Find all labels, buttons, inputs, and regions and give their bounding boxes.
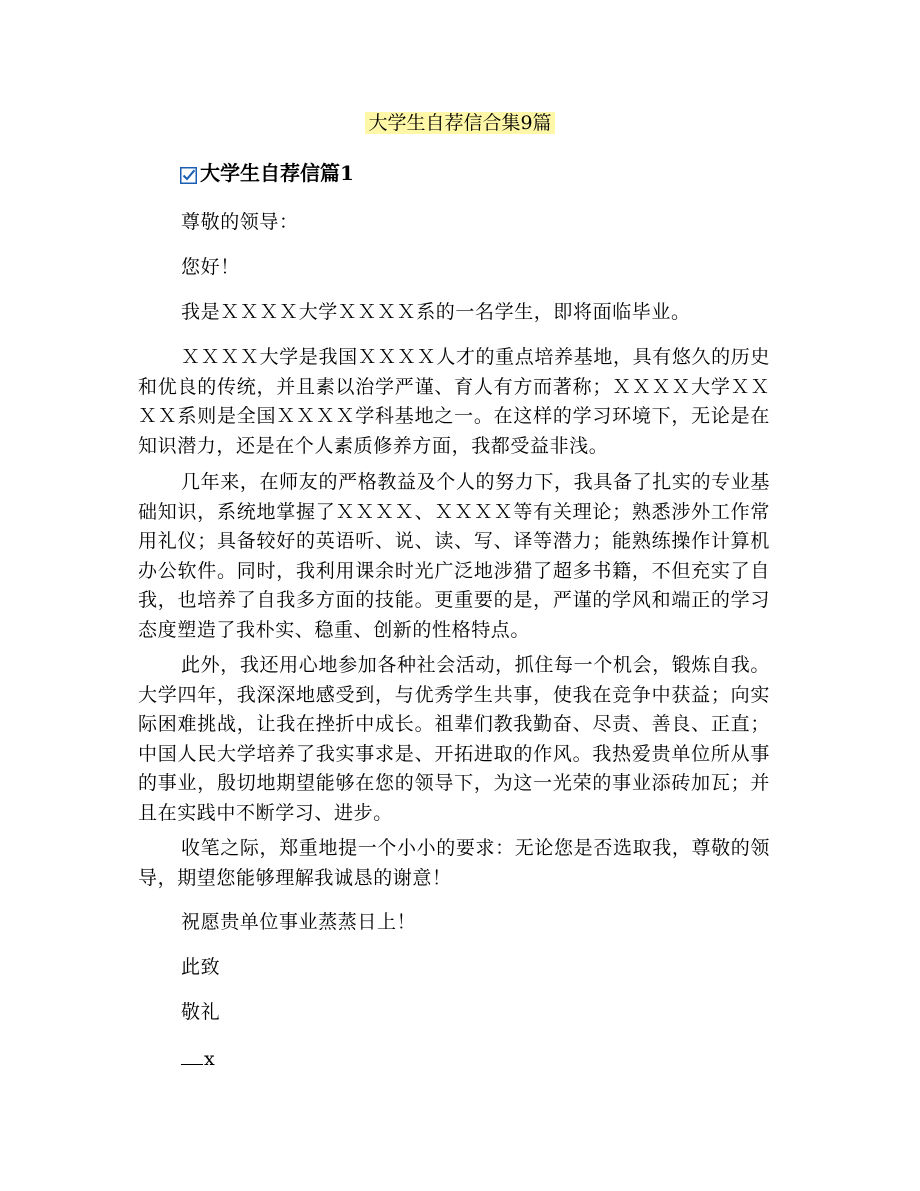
paragraph-2-text: 几年来，在师友的严格教益及个人的努力下，我具备了扎实的专业基础知识，系统地掌握了ＸＸＸＸ、ＸＸＸＸ等有关理论；熟悉涉外工作常用礼仪；具备较好的英语听、说、读、写、译等潜力；能熟练操作计算机办公软件。同时，我利用课余时光广泛地涉猎了超多书籍，不但充实了自我，也培养了自我多方面的技能。更重要的是，严谨的学风和端正的学习态度塑造了我朴实、稳重、创新的性格特点。 [138, 471, 770, 641]
signature-text: x [204, 1048, 215, 1070]
document-title-text: 大学生自荐信合集9篇 [365, 112, 554, 134]
wish-line: 祝愿贵单位事业蒸蒸日上！ [181, 911, 417, 933]
closing-ci-zhi: 此致 [181, 956, 221, 978]
salutation: 尊敬的领导： [181, 211, 299, 233]
greeting: 您好！ [181, 256, 240, 278]
closing-jing-li: 敬礼 [181, 1001, 221, 1023]
checkbox-checked-icon [180, 164, 197, 181]
paragraph-1-text: ＸＸＸＸ大学是我国ＸＸＸＸ人才的重点培养基地，具有悠久的历史和优良的传统，并且素以治学严谨、育人有方而著称；ＸＸＸＸ大学ＸＸＸＸ系则是全国ＸＸＸＸ学科基地之一。在这样的学习环境下，无论是在知识潜力，还是在个人素质修养方面，我都受益非浅。 [138, 346, 770, 457]
paragraph-3 [138, 651, 770, 828]
paragraph-1 [138, 343, 770, 461]
intro-paragraph: 我是ＸＸＸＸ大学ＸＸＸＸ系的一名学生，即将面临毕业。 [181, 301, 691, 323]
paragraph-4 [138, 834, 770, 893]
signature-blank [181, 1046, 203, 1065]
section-heading [180, 160, 354, 186]
signature-line [181, 1045, 215, 1075]
paragraph-3-text: 此外，我还用心地参加各种社会活动，抓住每一个机会，锻炼自我。大学四年，我深深地感受到，与优秀学生共事，使我在竞争中获益；向实际困难挑战，让我在挫折中成长。祖辈们教我勤奋、尽责、善良、正直；中国人民大学培养了我实事求是、开拓进取的作风。我热爱贵单位所从事的事业，殷切地期望能够在您的领导下，为这一光荣的事业添砖加瓦；并且在实践中不断学习、进步。 [138, 654, 770, 824]
document-title [0, 110, 920, 136]
section-heading-text: 大学生自荐信篇1 [200, 161, 354, 185]
paragraph-2 [138, 468, 770, 645]
paragraph-4-text: 收笔之际，郑重地提一个小小的要求：无论您是否选取我，尊敬的领导，期望您能够理解我诚恳的谢意！ [138, 837, 770, 889]
